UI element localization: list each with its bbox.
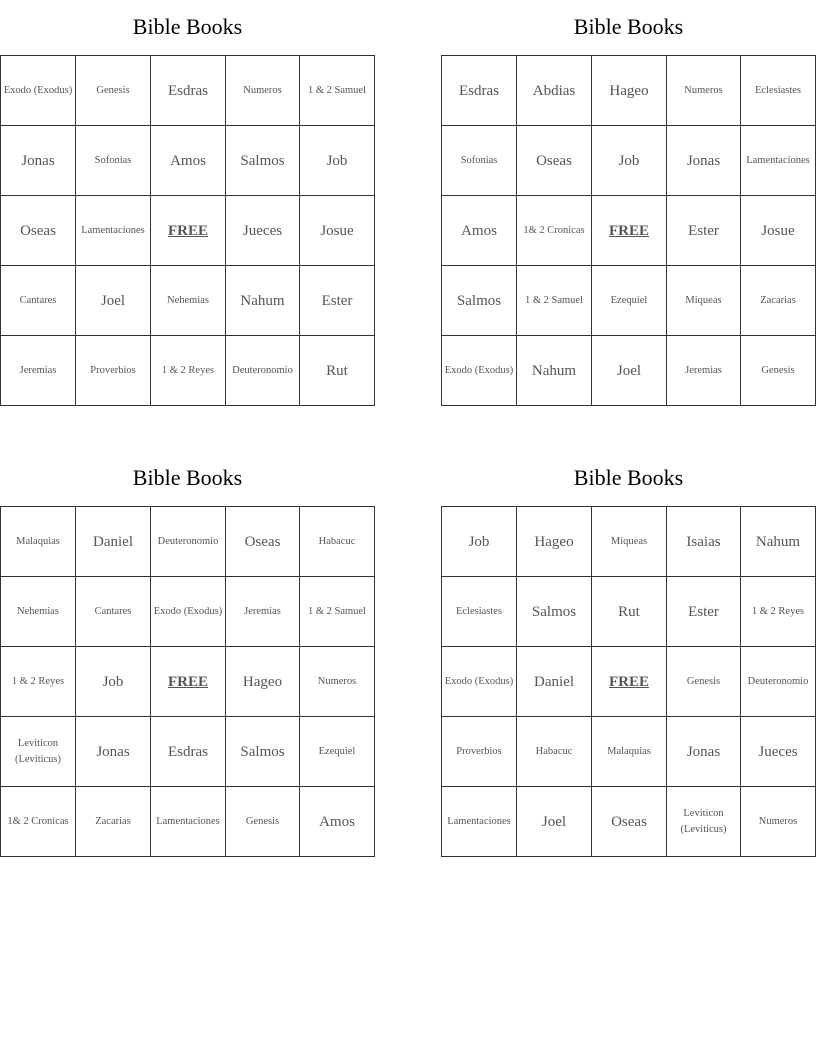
bingo-cell: 1 & 2 Samuel xyxy=(300,56,375,126)
bingo-cell: Malaquias xyxy=(592,717,667,787)
bingo-cell: Rut xyxy=(592,577,667,647)
bingo-cell: Miqueas xyxy=(592,507,667,577)
bingo-cell: Numeros xyxy=(226,56,300,126)
bingo-cell: Exodo (Exodus) xyxy=(442,647,517,717)
bingo-cell: Miqueas xyxy=(667,266,741,336)
bingo-cell: 1 & 2 Reyes xyxy=(1,647,76,717)
bingo-cell: Proverbios xyxy=(76,336,151,406)
bingo-cell: Nehemias xyxy=(1,577,76,647)
bingo-cell: Genesis xyxy=(667,647,741,717)
bingo-card-4 xyxy=(441,451,816,857)
bingo-cell: Numeros xyxy=(667,56,741,126)
card-title: Bible Books xyxy=(132,465,243,490)
bingo-cell: Joel xyxy=(592,336,667,406)
bingo-cell: Habacuc xyxy=(517,717,592,787)
bingo-cell: Joel xyxy=(76,266,151,336)
bingo-cell: Habacuc xyxy=(300,507,375,577)
bingo-cell: Ester xyxy=(667,577,741,647)
bingo-cell: Jonas xyxy=(667,717,741,787)
bingo-cell: Esdras xyxy=(442,56,517,126)
bingo-cell: Esdras xyxy=(151,56,226,126)
bingo-cell: Jeremias xyxy=(1,336,76,406)
bingo-cell: Rut xyxy=(300,336,375,406)
bingo-cell: Oseas xyxy=(226,507,300,577)
bingo-cell: Jeremias xyxy=(226,577,300,647)
bingo-grid xyxy=(441,506,816,857)
bingo-cell: Deuteronomio xyxy=(226,336,300,406)
bingo-cell: 1 & 2 Reyes xyxy=(151,336,226,406)
bingo-cell: Hageo xyxy=(592,56,667,126)
bingo-cell: Salmos xyxy=(442,266,517,336)
bingo-cell: Oseas xyxy=(592,787,667,857)
bingo-cell: Genesis xyxy=(741,336,816,406)
bingo-cell: Joel xyxy=(517,787,592,857)
free-space: FREE xyxy=(151,196,226,266)
bingo-cell: Lamentaciones xyxy=(151,787,226,857)
free-space: FREE xyxy=(592,647,667,717)
bingo-cell: Cantares xyxy=(1,266,76,336)
bingo-cell: Zacarias xyxy=(76,787,151,857)
bingo-cell: Cantares xyxy=(76,577,151,647)
bingo-cell: Leviticon (Leviticus) xyxy=(667,787,741,857)
bingo-cell: Nahum xyxy=(226,266,300,336)
bingo-cell: Hageo xyxy=(226,647,300,717)
bingo-cell: Abdias xyxy=(517,56,592,126)
bingo-cell: Jeremias xyxy=(667,336,741,406)
bingo-grid xyxy=(0,506,375,857)
bingo-cell: Deuteronomio xyxy=(151,507,226,577)
bingo-cell: Jonas xyxy=(1,126,76,196)
bingo-cell: Exodo (Exodus) xyxy=(151,577,226,647)
bingo-cell: Ester xyxy=(667,196,741,266)
bingo-cell: Amos xyxy=(442,196,517,266)
bingo-cell: Zacarias xyxy=(741,266,816,336)
bingo-cell: Exodo (Exodus) xyxy=(1,56,76,126)
bingo-cell: Nehemias xyxy=(151,266,226,336)
card-title: Bible Books xyxy=(573,14,684,39)
bingo-cell: Leviticon (Leviticus) xyxy=(1,717,76,787)
bingo-cell: Jueces xyxy=(226,196,300,266)
bingo-cell: Nahum xyxy=(741,507,816,577)
bingo-cell: 1 & 2 Samuel xyxy=(517,266,592,336)
bingo-cell: Jonas xyxy=(76,717,151,787)
bingo-cell: Lamentaciones xyxy=(442,787,517,857)
bingo-cell: Sofonias xyxy=(442,126,517,196)
bingo-cell: 1& 2 Cronicas xyxy=(1,787,76,857)
bingo-cell: Salmos xyxy=(226,717,300,787)
bingo-cell: Josue xyxy=(300,196,375,266)
bingo-cell: Ester xyxy=(300,266,375,336)
bingo-cell: Job xyxy=(442,507,517,577)
bingo-cell: 1& 2 Cronicas xyxy=(517,196,592,266)
bingo-cell: Numeros xyxy=(741,787,816,857)
bingo-cell: Lamentaciones xyxy=(741,126,816,196)
bingo-cell: Genesis xyxy=(226,787,300,857)
card-title: Bible Books xyxy=(573,465,684,490)
bingo-cell: Josue xyxy=(741,196,816,266)
bingo-cell: Jueces xyxy=(741,717,816,787)
bingo-cell: Salmos xyxy=(226,126,300,196)
bingo-grid xyxy=(441,55,816,406)
bingo-cell: Eclesiastes xyxy=(741,56,816,126)
bingo-cell: Isaias xyxy=(667,507,741,577)
bingo-cell: 1 & 2 Samuel xyxy=(300,577,375,647)
card-title: Bible Books xyxy=(132,14,243,39)
bingo-cell: Ezequiel xyxy=(300,717,375,787)
bingo-cell: Malaquias xyxy=(1,507,76,577)
bingo-cell: Genesis xyxy=(76,56,151,126)
bingo-cell: Lamentaciones xyxy=(76,196,151,266)
bingo-cell: Hageo xyxy=(517,507,592,577)
bingo-cell: Amos xyxy=(151,126,226,196)
bingo-cell: Salmos xyxy=(517,577,592,647)
bingo-cell: Amos xyxy=(300,787,375,857)
bingo-cell: Daniel xyxy=(76,507,151,577)
bingo-cell: Exodo (Exodus) xyxy=(442,336,517,406)
bingo-card-2 xyxy=(441,0,816,406)
bingo-cell: Job xyxy=(592,126,667,196)
bingo-card-1 xyxy=(0,0,375,406)
bingo-cell: Jonas xyxy=(667,126,741,196)
free-space: FREE xyxy=(592,196,667,266)
bingo-grid xyxy=(0,55,375,406)
bingo-cell: Esdras xyxy=(151,717,226,787)
bingo-cell: Daniel xyxy=(517,647,592,717)
bingo-cell: Oseas xyxy=(1,196,76,266)
bingo-cell: Sofonias xyxy=(76,126,151,196)
bingo-cell: Ezequiel xyxy=(592,266,667,336)
bingo-cell: Job xyxy=(76,647,151,717)
bingo-cell: 1 & 2 Reyes xyxy=(741,577,816,647)
bingo-cell: Eclesiastes xyxy=(442,577,517,647)
bingo-cell: Deuteronomio xyxy=(741,647,816,717)
bingo-cell: Oseas xyxy=(517,126,592,196)
bingo-cell: Numeros xyxy=(300,647,375,717)
bingo-cell: Proverbios xyxy=(442,717,517,787)
bingo-cell: Job xyxy=(300,126,375,196)
bingo-cell: Nahum xyxy=(517,336,592,406)
bingo-card-3 xyxy=(0,451,375,857)
free-space: FREE xyxy=(151,647,226,717)
